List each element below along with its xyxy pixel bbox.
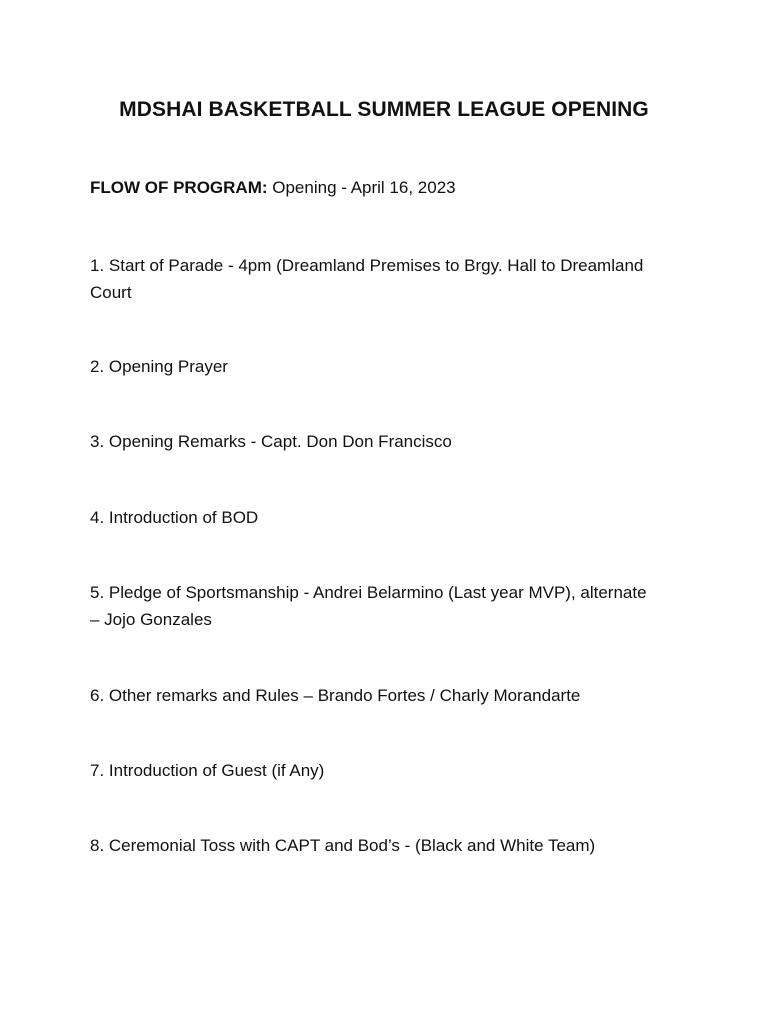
document-title: MDSHAI BASKETBALL SUMMER LEAGUE OPENING <box>119 98 649 121</box>
program-item: 7. Introduction of Guest (if Any) <box>90 761 325 780</box>
program-item: 4. Introduction of BOD <box>90 508 259 527</box>
program-label: FLOW OF PROGRAM: <box>90 178 268 197</box>
program-item: 3. Opening Remarks - Capt. Don Don Francisco <box>90 432 452 451</box>
program-item: 6. Other remarks and Rules – Brando Fortes / Charly Morandarte <box>90 686 581 705</box>
program-item: 5. Pledge of Sportsmanship - Andrei Belarmino (Last year MVP), alternate – Jojo Gonzales <box>90 583 647 629</box>
program-item: 1. Start of Parade - 4pm (Dreamland Premises to Brgy. Hall to Dreamland Court <box>90 256 644 302</box>
program-value: Opening - April 16, 2023 <box>267 178 456 197</box>
program-line <box>90 176 456 200</box>
program-item: 2. Opening Prayer <box>90 357 228 376</box>
program-item: 8. Ceremonial Toss with CAPT and Bod’s - (Black and White Team) <box>90 836 596 855</box>
